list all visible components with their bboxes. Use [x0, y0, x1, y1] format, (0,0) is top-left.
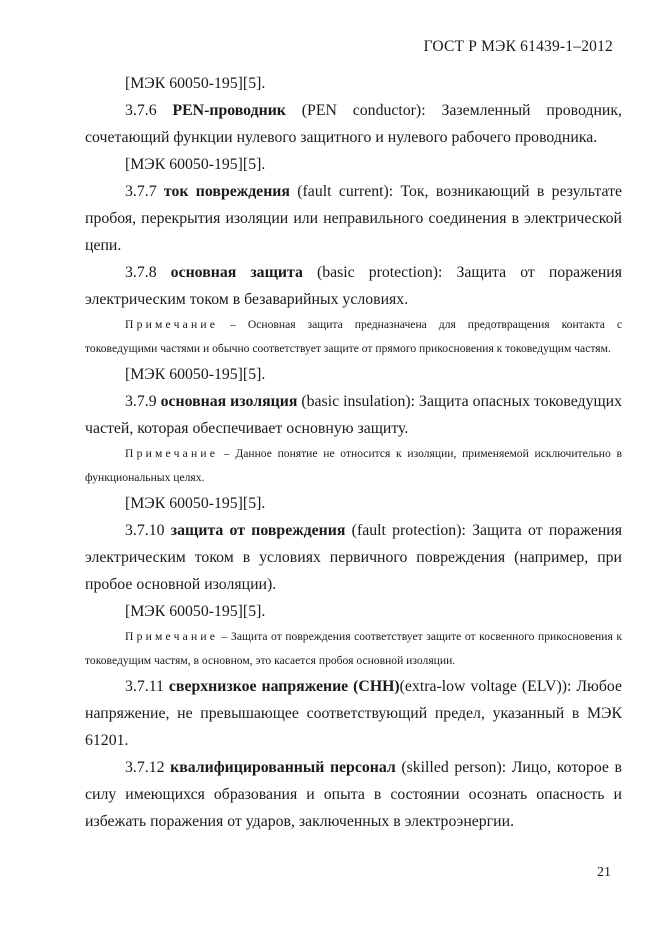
definition-3-7-10 — [85, 517, 622, 598]
reference: [МЭК 60050-195][5]. — [125, 156, 266, 173]
term: PEN-проводник — [172, 102, 286, 119]
document-header: ГОСТ Р МЭК 61439-1–2012 — [423, 38, 613, 55]
reference: [МЭК 60050-195][5]. — [125, 366, 266, 383]
definition-text: (fault protection): Защита от поражения электрическим током в условиях первичного повреждения (например, при пробое основной изоляции). — [85, 522, 623, 593]
definition-text: (basic insulation): Защита опасных токоведущих частей, которая обеспечивает основную защиту. — [85, 393, 623, 437]
definition-text: (extra-low voltage (ELV)): Любое напряжение, не превышающее соответствующий предел, указанный в МЭК 61201. — [85, 678, 622, 749]
note — [85, 313, 622, 361]
note-text: – Данное понятие не относится к изоляции, применяемой исключительно в функциональных целях. — [85, 447, 622, 484]
definition-text: (fault current): Ток, возникающий в результате пробоя, перекрытия изоляции или неправильного соединения в электрической цепи. — [85, 183, 622, 254]
definition-3-7-12 — [85, 754, 622, 835]
definition-text: (basic protection): Защита от поражения электрическим током в безаварийных условиях. — [85, 264, 622, 308]
definition-3-7-7 — [85, 178, 622, 259]
page-number: 21 — [597, 865, 611, 880]
reference: [МЭК 60050-195][5]. — [125, 603, 266, 620]
note-text: – Основная защита предназначена для предотвращения контакта с токоведущими частями и обычно соответствует защите от прямого прикосновения к токоведущим частям. — [85, 318, 622, 355]
definition-3-7-9 — [85, 388, 622, 442]
definition-3-7-11 — [85, 673, 622, 754]
note-label: Примечание — [125, 447, 219, 460]
definition-3-7-6 — [85, 97, 622, 151]
term: основная защита — [170, 264, 303, 281]
term: ток повреждения — [163, 183, 290, 200]
reference: [МЭК 60050-195][5]. — [125, 75, 266, 92]
clause-number: 3.7.11 — [125, 678, 164, 695]
note — [85, 442, 622, 490]
note-label: Примечание — [125, 318, 219, 331]
definition-text: (PEN conductor): Заземленный проводник, сочетающий функции нулевого защитного и нулевого рабочего проводника. — [85, 102, 623, 146]
note-label: Примечание — [125, 630, 219, 643]
clause-number: 3.7.7 — [125, 183, 157, 200]
definition-3-7-8 — [85, 259, 622, 313]
term: защита от повреждения — [170, 522, 346, 539]
definition-text: (skilled person): Лицо, которое в силу имеющихся образования и опыта в состоянии осознать опасность и избежать поражения от ударов, заключенных в электроэнергии. — [85, 759, 622, 830]
term: сверхнизкое напряжение (СНН) — [168, 678, 400, 695]
document-body — [85, 70, 622, 835]
reference: [МЭК 60050-195][5]. — [125, 495, 266, 512]
clause-number: 3.7.9 — [125, 393, 157, 410]
clause-number: 3.7.12 — [125, 759, 165, 776]
note-text: – Защита от повреждения соответствует защите от косвенного прикосновения к токоведущим частям, в основном, это касается пробоя основной изоляции. — [85, 630, 622, 667]
note — [85, 625, 622, 673]
clause-number: 3.7.10 — [125, 522, 165, 539]
term: основная изоляция — [160, 393, 298, 410]
clause-number: 3.7.8 — [125, 264, 157, 281]
term: квалифицированный персонал — [170, 759, 396, 776]
clause-number: 3.7.6 — [125, 102, 157, 119]
